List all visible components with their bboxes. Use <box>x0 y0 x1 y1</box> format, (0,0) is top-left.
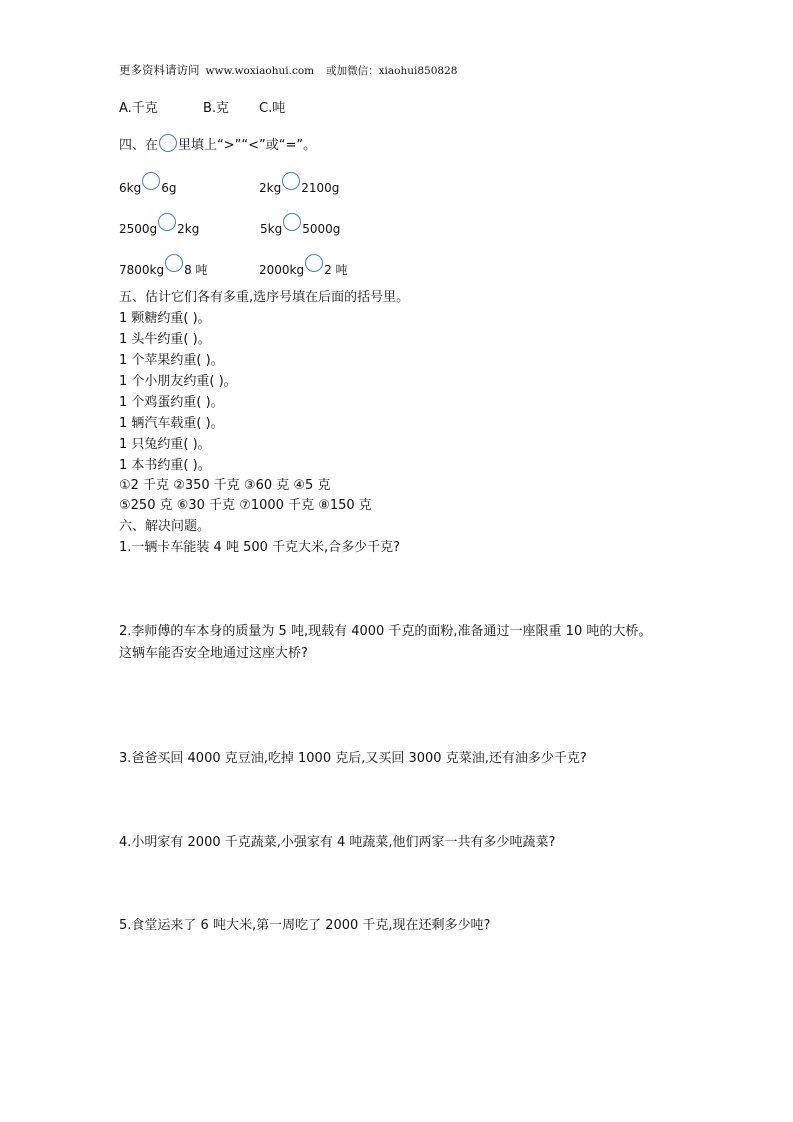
choices-row-1: ①2 千克 ②350 千克 ③60 克 ④5 克 <box>119 478 331 493</box>
compare-left: 2500g <box>119 222 158 236</box>
header-wechat: 或加微信：xiaohui850828 <box>326 65 458 77</box>
compare-right: 2kg <box>177 222 200 236</box>
estimate-item: 1 本书约重( )。 <box>119 458 211 473</box>
compare-left: 5kg <box>260 222 283 236</box>
compare-left: 2000kg <box>259 263 305 277</box>
section4-title-after: 里填上“>”“<”或“=”。 <box>178 138 317 153</box>
choices-row-2: ⑤250 克 ⑥30 千克 ⑦1000 千克 ⑧150 克 <box>119 498 372 513</box>
estimate-item: 1 头牛约重( )。 <box>119 332 211 347</box>
estimate-item: 1 颗糖约重( )。 <box>119 311 211 326</box>
unit-options <box>119 101 285 117</box>
option-c: C.吨 <box>259 101 286 116</box>
compare-item <box>259 172 339 195</box>
problem-2-line-1: 2.李师傅的车本身的质量为 5 吨,现载有 4000 千克的面粉,准备通过一座限重 10 吨的大桥。 <box>119 624 652 639</box>
problem-2-line-2: 这辆车能否安全地通过这座大桥? <box>119 646 308 661</box>
compare-item <box>260 213 340 236</box>
page-header <box>119 62 457 79</box>
compare-circle[interactable] <box>142 172 160 190</box>
problem-3: 3.爸爸买回 4000 克豆油,吃掉 1000 克后,又买回 3000 克菜油,还有油多少千克? <box>119 751 587 766</box>
compare-circle[interactable] <box>305 254 323 272</box>
section5-title: 五、估计它们各有多重,选序号填在后面的括号里。 <box>119 290 410 305</box>
section6-title: 六、解决问题。 <box>119 519 211 534</box>
compare-right: 6g <box>161 181 177 195</box>
circle-icon <box>159 134 177 152</box>
estimate-item: 1 个鸡蛋约重( )。 <box>119 395 224 410</box>
compare-circle[interactable] <box>165 254 183 272</box>
compare-item <box>119 172 176 195</box>
estimate-item: 1 个苹果约重( )。 <box>119 353 224 368</box>
compare-left: 7800kg <box>119 263 165 277</box>
compare-right: 5000g <box>302 222 341 236</box>
compare-item <box>119 213 199 236</box>
section4-title-before: 四、在 <box>119 138 159 153</box>
compare-circle[interactable] <box>283 213 301 231</box>
header-url[interactable]: www.woxiaohui.com <box>205 65 315 77</box>
estimate-item: 1 辆汽车载重( )。 <box>119 416 224 431</box>
compare-right: 2 吨 <box>324 263 348 277</box>
compare-left: 6kg <box>119 181 142 195</box>
problem-5: 5.食堂运来了 6 吨大米,第一周吃了 2000 千克,现在还剩多少吨? <box>119 918 491 933</box>
compare-circle[interactable] <box>282 172 300 190</box>
option-a: A.千克 <box>119 101 158 116</box>
section4-title <box>119 134 316 154</box>
compare-right: 2100g <box>301 181 340 195</box>
problem-4: 4.小明家有 2000 千克蔬菜,小强家有 4 吨蔬菜,他们两家一共有多少吨蔬菜? <box>119 835 556 850</box>
estimate-item: 1 只兔约重( )。 <box>119 437 211 452</box>
compare-item <box>119 254 208 278</box>
header-prefix: 更多资料请访问 <box>119 63 200 77</box>
compare-circle[interactable] <box>158 213 176 231</box>
compare-item <box>259 254 348 278</box>
compare-right: 8 吨 <box>184 263 208 277</box>
estimate-item: 1 个小朋友约重( )。 <box>119 374 237 389</box>
compare-left: 2kg <box>259 181 282 195</box>
option-b: B.克 <box>203 101 230 116</box>
problem-1: 1.一辆卡车能装 4 吨 500 千克大米,合多少千克? <box>119 540 401 555</box>
